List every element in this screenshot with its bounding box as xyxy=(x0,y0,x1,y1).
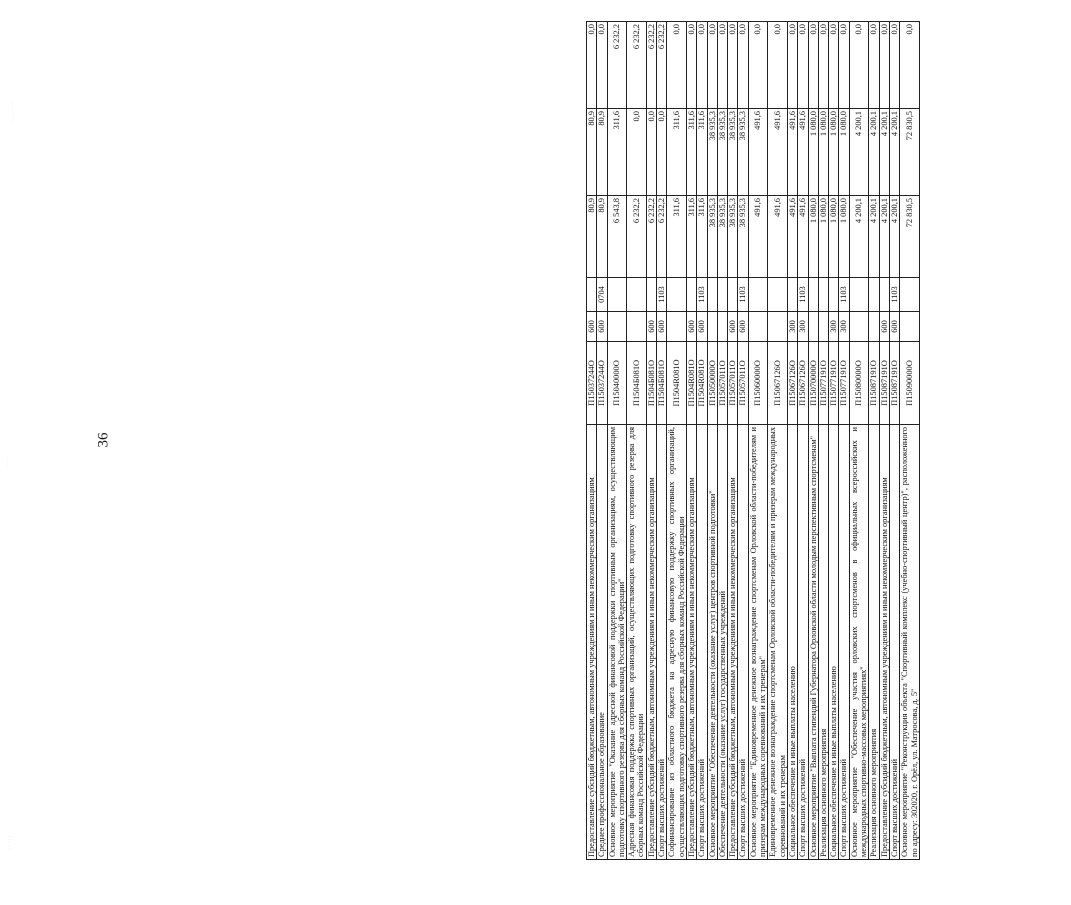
cell-v3: 0,0 xyxy=(686,22,696,109)
cell-v1: 311,6 xyxy=(686,196,696,278)
table-row xyxy=(768,22,788,860)
cell-v2: 0,0 xyxy=(657,109,667,196)
cell-v2: 491,6 xyxy=(798,109,808,196)
table-row xyxy=(667,22,687,860)
cell-v2: 80,9 xyxy=(587,109,597,196)
table-row xyxy=(787,22,797,860)
table-row xyxy=(707,22,717,860)
cell-v3: 0,0 xyxy=(869,22,879,109)
cell-name: Среднее профессиональное образование xyxy=(597,425,607,860)
cell-code: П15037244О xyxy=(587,342,597,425)
cell-v3: 0,0 xyxy=(818,22,828,109)
cell-code: П15087191О xyxy=(879,342,889,425)
cell-v3: 6 232,2 xyxy=(657,22,667,109)
cell-vr xyxy=(748,312,768,342)
cell-v3: 0,0 xyxy=(667,22,687,109)
cell-vr xyxy=(869,312,879,342)
cell-rz xyxy=(686,278,696,312)
cell-v2: 4 200,1 xyxy=(889,109,899,196)
cell-code: П15090000О xyxy=(900,342,920,425)
cell-code: П15087191О xyxy=(869,342,879,425)
cell-vr xyxy=(900,312,920,342)
cell-rz xyxy=(717,278,727,312)
cell-vr xyxy=(717,312,727,342)
cell-rz xyxy=(707,278,717,312)
cell-v2: 38 935,3 xyxy=(738,109,748,196)
cell-name: Адресная финансовая поддержка спортивных организаций, осуществляющих подготовку спортивного резерва для сборных команд Российской Федерации xyxy=(627,425,647,860)
cell-vr xyxy=(849,312,869,342)
cell-rz xyxy=(607,278,627,312)
cell-rz xyxy=(900,278,920,312)
cell-v2: 311,6 xyxy=(697,109,707,196)
cell-v2: 80,9 xyxy=(597,109,607,196)
cell-name: Предоставление субсидий бюджетным, автономным учреждениям и иным некоммерческим организациям xyxy=(587,425,597,860)
cell-v2: 311,6 xyxy=(686,109,696,196)
cell-vr: 600 xyxy=(697,312,707,342)
cell-code: П15037244О xyxy=(597,342,607,425)
cell-v1: 4 200,1 xyxy=(849,196,869,278)
cell-v2: 1 080,0 xyxy=(839,109,849,196)
cell-v2: 1 080,0 xyxy=(808,109,818,196)
cell-v1: 38 935,3 xyxy=(738,196,748,278)
cell-v3: 6 232,2 xyxy=(627,22,647,109)
cell-v2: 72 830,5 xyxy=(900,109,920,196)
table-row xyxy=(879,22,889,860)
cell-vr: 600 xyxy=(657,312,667,342)
cell-rz xyxy=(818,278,828,312)
cell-name: Основное мероприятие "Оказание адресной финансовой поддержки спортивным организациям, осуществляющим подготовку спортивного резерва для сборных команд Российской Федерации" xyxy=(607,425,627,860)
cell-v2: 311,6 xyxy=(607,109,627,196)
table-row xyxy=(738,22,748,860)
cell-v3: 0,0 xyxy=(889,22,899,109)
cell-v2: 4 200,1 xyxy=(879,109,889,196)
cell-vr: 300 xyxy=(829,312,839,342)
cell-rz xyxy=(728,278,738,312)
cell-v3: 0,0 xyxy=(738,22,748,109)
table-row xyxy=(728,22,738,860)
cell-v1: 6 543,8 xyxy=(607,196,627,278)
cell-code: П15077191О xyxy=(829,342,839,425)
cell-code: П15040000О xyxy=(607,342,627,425)
cell-code: П1504Б081О xyxy=(627,342,647,425)
table-row xyxy=(717,22,727,860)
cell-v3: 0,0 xyxy=(829,22,839,109)
cell-name: Спорт высших достижений xyxy=(889,425,899,860)
cell-code: П15050000О xyxy=(707,342,717,425)
cell-v2: 491,6 xyxy=(748,109,768,196)
cell-v2: 0,0 xyxy=(627,109,647,196)
cell-v2: 1 080,0 xyxy=(829,109,839,196)
cell-v3: 0,0 xyxy=(697,22,707,109)
cell-rz: 0704 xyxy=(597,278,607,312)
table-row xyxy=(808,22,818,860)
cell-v1: 38 935,3 xyxy=(717,196,727,278)
cell-v1: 491,6 xyxy=(798,196,808,278)
table-row xyxy=(798,22,808,860)
cell-v2: 1 080,0 xyxy=(818,109,828,196)
cell-vr: 600 xyxy=(728,312,738,342)
cell-v1: 4 200,1 xyxy=(879,196,889,278)
cell-v2: 4 200,1 xyxy=(869,109,879,196)
cell-vr: 600 xyxy=(597,312,607,342)
cell-v3: 0,0 xyxy=(879,22,889,109)
cell-vr: 600 xyxy=(738,312,748,342)
cell-name: Предоставление субсидий бюджетным, автономным учреждениям и иным некоммерческим организациям xyxy=(728,425,738,860)
cell-rz xyxy=(587,278,597,312)
cell-name: Спорт высших достижений xyxy=(657,425,667,860)
cell-v1: 6 232,2 xyxy=(657,196,667,278)
cell-v2: 491,6 xyxy=(787,109,797,196)
cell-v1: 491,6 xyxy=(787,196,797,278)
cell-vr: 600 xyxy=(686,312,696,342)
cell-code: П15067126О xyxy=(787,342,797,425)
cell-v1: 6 232,2 xyxy=(646,196,656,278)
cell-code: П15067126О xyxy=(768,342,788,425)
table-row xyxy=(829,22,839,860)
cell-rz: 1103 xyxy=(657,278,667,312)
table-body xyxy=(587,22,920,860)
cell-vr xyxy=(707,312,717,342)
cell-rz xyxy=(787,278,797,312)
cell-name: Реализация основного мероприятия xyxy=(869,425,879,860)
cell-rz xyxy=(829,278,839,312)
cell-vr xyxy=(627,312,647,342)
table-row xyxy=(869,22,879,860)
cell-vr: 600 xyxy=(646,312,656,342)
cell-rz: 1103 xyxy=(889,278,899,312)
cell-code: П15077191О xyxy=(839,342,849,425)
cell-name: Основное мероприятие "Обеспечение участия орловских спортсменов в официальных всероссийских и международных спортивно-массовых мероприятиях" xyxy=(849,425,869,860)
cell-v1: 1 080,0 xyxy=(808,196,818,278)
cell-rz xyxy=(667,278,687,312)
cell-vr: 300 xyxy=(798,312,808,342)
table-row xyxy=(748,22,768,860)
cell-v2: 38 935,3 xyxy=(717,109,727,196)
cell-vr: 600 xyxy=(889,312,899,342)
cell-rz xyxy=(627,278,647,312)
cell-v3: 0,0 xyxy=(768,22,788,109)
cell-name: Основное мероприятие "Реконструкция объекта "Спортивный комплекс (учебно-спортивный центр)", расположенного по адресу: 302020, г. Орёл, ул. Матросова, д. 5" xyxy=(900,425,920,860)
cell-rz xyxy=(646,278,656,312)
cell-v1: 38 935,3 xyxy=(707,196,717,278)
cell-vr xyxy=(818,312,828,342)
margin-marks: · · · · · · · · · · · · · · · · xyxy=(6,102,17,850)
cell-rz: 1103 xyxy=(839,278,849,312)
cell-vr xyxy=(667,312,687,342)
cell-code: П15067126О xyxy=(798,342,808,425)
table-row xyxy=(900,22,920,860)
cell-v2: 38 935,3 xyxy=(728,109,738,196)
cell-name: Спорт высших достижений xyxy=(697,425,707,860)
cell-rz: 1103 xyxy=(738,278,748,312)
cell-v1: 491,6 xyxy=(768,196,788,278)
cell-v1: 4 200,1 xyxy=(889,196,899,278)
cell-name: Основное мероприятие "Выплата стипендий Губернатора Орловской области молодым перспективным спортсменам" xyxy=(808,425,818,860)
cell-rz: 1103 xyxy=(697,278,707,312)
cell-v3: 0,0 xyxy=(597,22,607,109)
cell-rz xyxy=(849,278,869,312)
cell-name: Единовременное денежное вознаграждение спортсменам Орловской области-победителям и призерам международных соревнований и их тренерам xyxy=(768,425,788,860)
cell-code: П15057011О xyxy=(738,342,748,425)
cell-code: П15060000О xyxy=(748,342,768,425)
cell-name: Социальное обеспечение и иные выплаты населению xyxy=(787,425,797,860)
cell-name: Спорт высших достижений xyxy=(839,425,849,860)
cell-v3: 0,0 xyxy=(717,22,727,109)
table-row xyxy=(627,22,647,860)
table-row xyxy=(646,22,656,860)
cell-v3: 6 232,2 xyxy=(646,22,656,109)
cell-v1: 4 200,1 xyxy=(869,196,879,278)
table-row xyxy=(889,22,899,860)
cell-v3: 0,0 xyxy=(900,22,920,109)
cell-v3: 0,0 xyxy=(748,22,768,109)
cell-v2: 38 935,3 xyxy=(707,109,717,196)
cell-name: Софинансирование из областного бюджета на адресную финансовую поддержку спортивных организаций, осуществляющих подготовку спортивного резерва для сборных команд Российской Федерации xyxy=(667,425,687,860)
cell-name: Основное мероприятие "Обеспечение деятельности (оказание услуг) центров спортивной подготовки" xyxy=(707,425,717,860)
cell-rz xyxy=(748,278,768,312)
cell-name: Предоставление субсидий бюджетным, автономным учреждениям и иным некоммерческим организациям xyxy=(879,425,889,860)
cell-v1: 72 830,5 xyxy=(900,196,920,278)
table-row xyxy=(587,22,597,860)
page-number: 36 xyxy=(95,432,112,448)
cell-code: П1504R081О xyxy=(697,342,707,425)
budget-table xyxy=(586,21,920,860)
table-row xyxy=(607,22,627,860)
cell-v3: 0,0 xyxy=(849,22,869,109)
table-row xyxy=(697,22,707,860)
cell-v1: 1 080,0 xyxy=(839,196,849,278)
cell-vr: 600 xyxy=(587,312,597,342)
cell-v1: 80,9 xyxy=(597,196,607,278)
cell-v3: 0,0 xyxy=(808,22,818,109)
cell-v3: 6 232,2 xyxy=(607,22,627,109)
cell-v2: 491,6 xyxy=(768,109,788,196)
cell-code: П1504R081О xyxy=(686,342,696,425)
cell-vr xyxy=(768,312,788,342)
cell-v3: 0,0 xyxy=(707,22,717,109)
cell-code: П15077191О xyxy=(818,342,828,425)
cell-v3: 0,0 xyxy=(587,22,597,109)
cell-name: Социальное обеспечение и иные выплаты населению xyxy=(829,425,839,860)
table-row xyxy=(686,22,696,860)
cell-v1: 1 080,0 xyxy=(818,196,828,278)
cell-code: П1504Б081О xyxy=(657,342,667,425)
cell-v1: 6 232,2 xyxy=(627,196,647,278)
cell-name: Реализация основного мероприятия xyxy=(818,425,828,860)
cell-v3: 0,0 xyxy=(787,22,797,109)
cell-rz xyxy=(869,278,879,312)
cell-v1: 311,6 xyxy=(697,196,707,278)
cell-rz xyxy=(808,278,818,312)
cell-code: П15057011О xyxy=(717,342,727,425)
cell-code: П1504R081О xyxy=(667,342,687,425)
table-row xyxy=(597,22,607,860)
cell-code: П1504Б081О xyxy=(646,342,656,425)
cell-v3: 0,0 xyxy=(839,22,849,109)
cell-name: Спорт высших достижений xyxy=(738,425,748,860)
cell-name: Предоставление субсидий бюджетным, автономным учреждениям и иным некоммерческим организациям xyxy=(646,425,656,860)
rotated-table-page xyxy=(586,22,1071,860)
cell-v1: 80,9 xyxy=(587,196,597,278)
cell-v1: 311,6 xyxy=(667,196,687,278)
cell-name: Обеспечение деятельности (оказание услуг) государственных учреждений xyxy=(717,425,727,860)
cell-rz: 1103 xyxy=(798,278,808,312)
cell-vr: 300 xyxy=(787,312,797,342)
cell-v1: 491,6 xyxy=(748,196,768,278)
cell-vr xyxy=(808,312,818,342)
cell-code: П15080000О xyxy=(849,342,869,425)
cell-rz xyxy=(879,278,889,312)
cell-name: Спорт высших достижений xyxy=(798,425,808,860)
cell-code: П15087191О xyxy=(889,342,899,425)
cell-vr: 300 xyxy=(839,312,849,342)
cell-v3: 0,0 xyxy=(728,22,738,109)
cell-v2: 311,6 xyxy=(667,109,687,196)
cell-rz xyxy=(768,278,788,312)
cell-v1: 1 080,0 xyxy=(829,196,839,278)
table-row xyxy=(657,22,667,860)
cell-v3: 0,0 xyxy=(798,22,808,109)
table-row xyxy=(849,22,869,860)
table-row xyxy=(818,22,828,860)
cell-v2: 4 200,1 xyxy=(849,109,869,196)
cell-code: П15070000О xyxy=(808,342,818,425)
cell-name: Основное мероприятие "Единовременное денежное вознаграждение спортсменам Орловской области-победителям и призерам международных соревнований и их тренерам" xyxy=(748,425,768,860)
cell-vr: 600 xyxy=(879,312,889,342)
table-row xyxy=(839,22,849,860)
cell-v2: 0,0 xyxy=(646,109,656,196)
cell-name: Предоставление субсидий бюджетным, автономным учреждениям и иным некоммерческим организациям xyxy=(686,425,696,860)
cell-code: П15057011О xyxy=(728,342,738,425)
cell-v1: 38 935,3 xyxy=(728,196,738,278)
cell-vr xyxy=(607,312,627,342)
